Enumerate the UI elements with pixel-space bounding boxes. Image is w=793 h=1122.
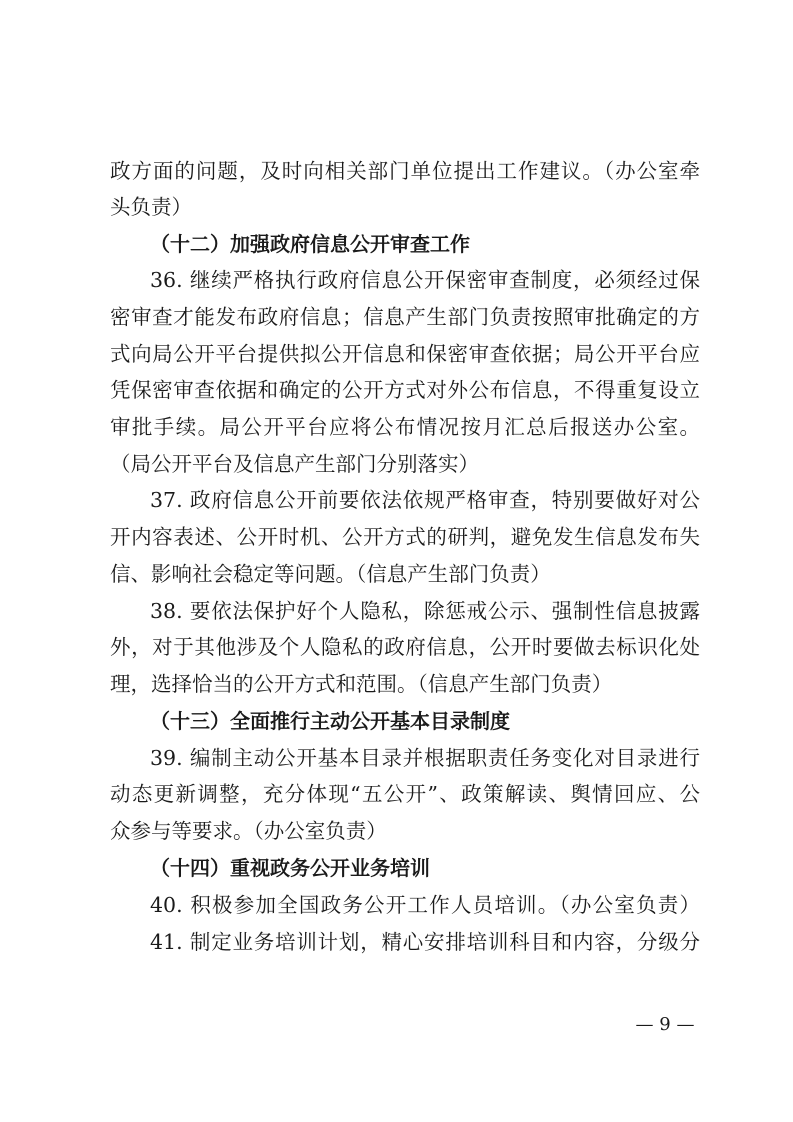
page-number: — 9 — — [635, 1014, 695, 1035]
text-line: 41. 制定业务培训计划，精心安排培训科目和内容，分级分 — [150, 930, 700, 954]
text-line: 政方面的问题，及时向相关部门单位提出工作建议。（办公室牵 — [110, 159, 700, 183]
text-line: 36. 继续严格执行政府信息公开保密审查制度，必须经过保 — [150, 268, 700, 292]
text-line: 37. 政府信息公开前要依法依规严格审查，特别要做好对公 — [150, 488, 700, 512]
section-heading: （十四）重视政务公开业务培训 — [150, 856, 430, 880]
text-line: 审批手续。局公开平台应将公布情况按月汇总后报送办公室。 — [110, 415, 700, 439]
text-line: 凭保密审查依据和确定的公开方式对外公布信息，不得重复设立 — [110, 378, 700, 402]
text-line: 理，选择恰当的公开方式和范围。（信息产生部门负责） — [110, 672, 613, 696]
text-line: 密审查才能发布政府信息；信息产生部门负责按照审批确定的方 — [110, 305, 700, 329]
text-line: 39. 编制主动公开基本目录并根据职责任务变化对目录进行 — [150, 746, 700, 770]
text-line: 动态更新调整，充分体现“五公开”、政策解读、舆情回应、公 — [110, 782, 700, 806]
text-line: 式向局公开平台提供拟公开信息和保密审查依据；局公开平台应 — [110, 342, 700, 366]
text-line: 众参与等要求。（办公室负责） — [110, 819, 387, 843]
text-line: （局公开平台及信息产生部门分别落实） — [110, 452, 479, 476]
text-line: 信、影响社会稳定等问题。（信息产生部门负责） — [110, 562, 551, 586]
section-heading: （十三）全面推行主动公开基本目录制度 — [150, 709, 510, 733]
text-line: 外，对于其他涉及个人隐私的政府信息，公开时要做去标识化处 — [110, 635, 700, 659]
text-line: 40. 积极参加全国政务公开工作人员培训。（办公室负责） — [150, 893, 700, 917]
section-heading: （十二）加强政府信息公开审查工作 — [150, 232, 470, 256]
text-line: 头负责） — [110, 195, 192, 219]
text-line: 38. 要依法保护好个人隐私，除惩戒公示、强制性信息披露 — [150, 599, 700, 623]
text-line: 开内容表述、公开时机、公开方式的研判，避免发生信息发布失 — [110, 525, 700, 549]
